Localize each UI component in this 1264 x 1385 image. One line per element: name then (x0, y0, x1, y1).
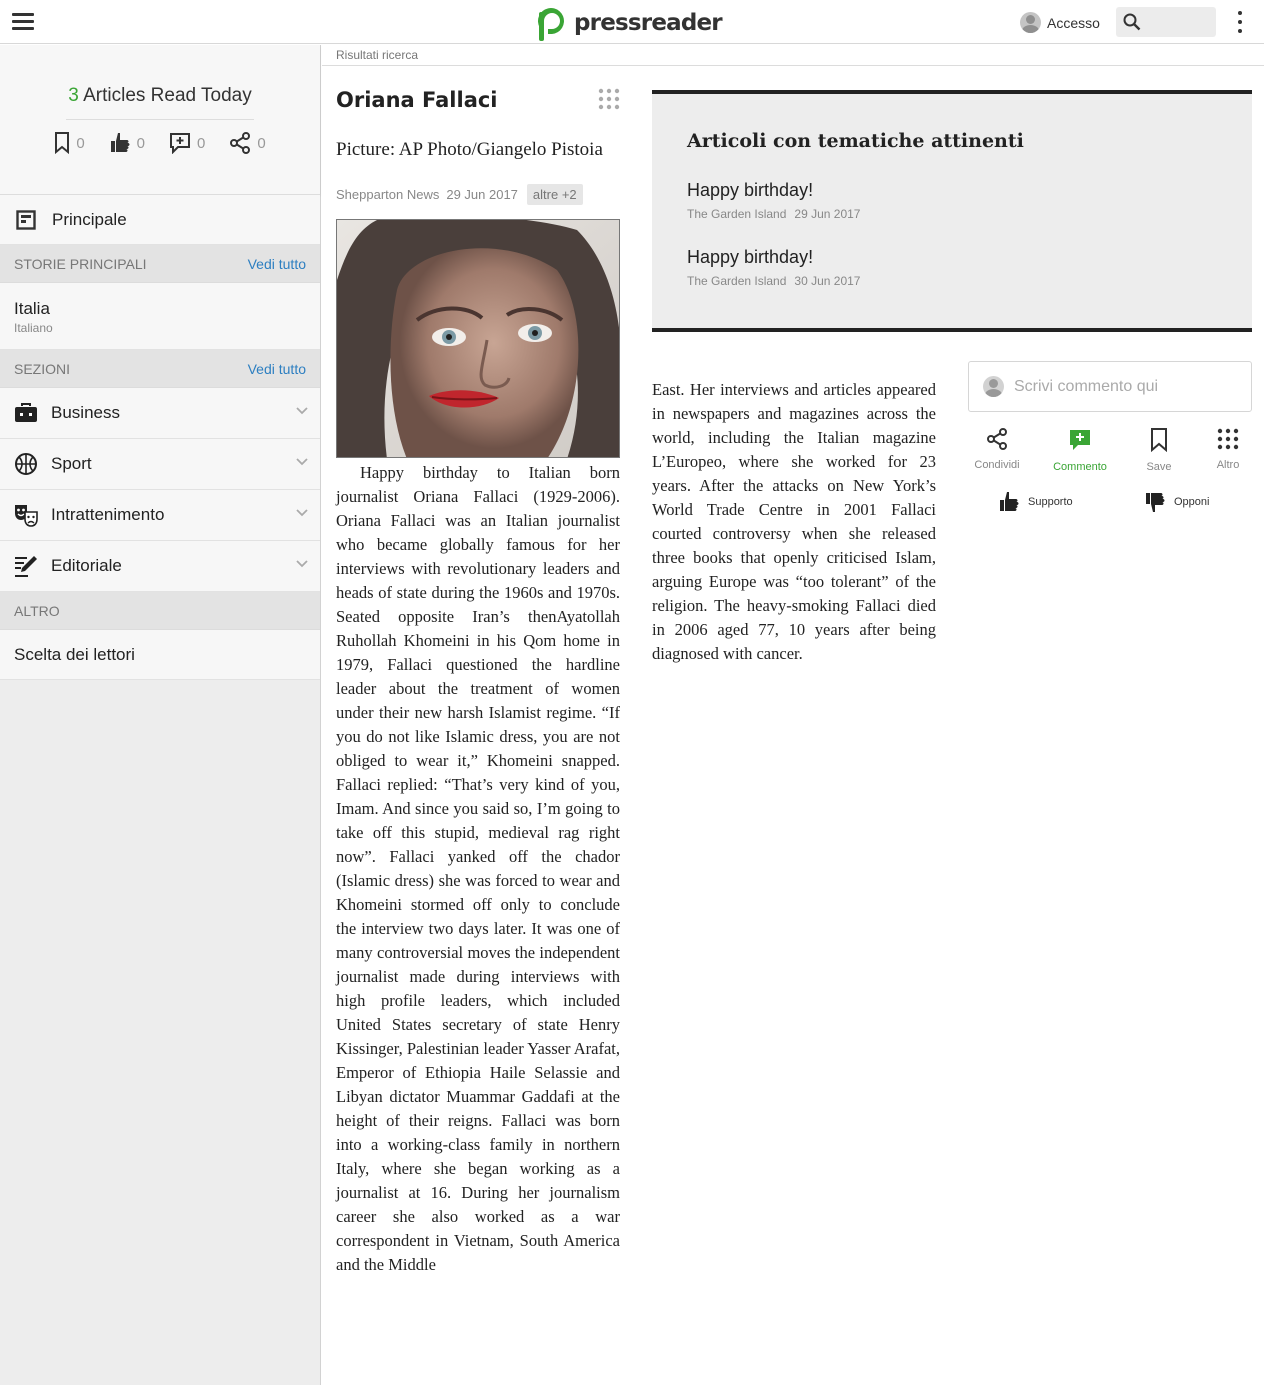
user-avatar-icon (983, 376, 1004, 397)
sidebar-item-label: Sport (51, 454, 92, 473)
chevron-down-icon[interactable] (296, 407, 308, 415)
more-options-icon[interactable] (1234, 11, 1246, 33)
comment-placeholder: Scrivi commento qui (1014, 377, 1159, 395)
comment-add-icon (1068, 428, 1092, 452)
comment-add-icon (169, 132, 191, 154)
sections-see-all-link[interactable]: Vedi tutto (247, 360, 306, 377)
pressreader-logo-icon (536, 4, 568, 42)
signin-label: Accesso (1047, 14, 1100, 31)
related-article-item[interactable] (687, 180, 860, 221)
article-column (336, 88, 620, 1277)
breadcrumb (322, 45, 1264, 66)
articles-read-today (0, 45, 320, 107)
shares-count: 0 (257, 134, 266, 152)
bookmark-icon (54, 132, 70, 154)
save-label: Save (1146, 461, 1172, 473)
shares-stat[interactable] (229, 132, 265, 154)
related-title: Articoli con tematiche attinenti (687, 130, 1024, 152)
more-button[interactable] (1193, 428, 1263, 471)
related-article-date: 29 Jun 2017 (794, 207, 861, 221)
sidebar-item-sport[interactable] (0, 439, 320, 490)
thumbs-up-icon (998, 490, 1020, 514)
signin-button[interactable] (1020, 12, 1100, 33)
search-icon (1123, 13, 1141, 31)
sidebar-item-editoriale[interactable] (0, 541, 320, 592)
section-title: STORIE PRINCIPALI (14, 255, 147, 272)
article-votes (968, 490, 1258, 530)
bookmark-icon (1150, 428, 1168, 452)
theater-masks-icon (14, 503, 38, 527)
comments-stat[interactable] (169, 132, 205, 154)
section-title: SEZIONI (14, 360, 71, 377)
likes-count: 0 (136, 134, 145, 152)
more-label: Altro (1216, 459, 1240, 471)
sidebar-item-intrattenimento[interactable] (0, 490, 320, 541)
article-date: 29 Jun 2017 (446, 187, 518, 202)
grid-menu-icon[interactable] (598, 88, 620, 110)
sidebar-item-label: Editoriale (51, 556, 122, 575)
country-name: Italia (14, 299, 50, 318)
support-button[interactable] (998, 490, 1073, 514)
oppose-label: Opponi (1174, 496, 1210, 508)
country-language: Italiano (14, 321, 53, 335)
thumbs-up-icon (109, 132, 131, 154)
user-avatar-icon (1020, 12, 1041, 33)
related-articles-panel (652, 90, 1252, 332)
likes-stat[interactable] (109, 132, 145, 154)
editorial-pen-icon (14, 554, 38, 578)
share-label: Condividi (974, 459, 1020, 471)
sidebar-item-italia[interactable] (0, 283, 320, 350)
sidebar-item-readers-choice[interactable]: Scelta dei lettori (0, 630, 320, 680)
chevron-down-icon[interactable] (296, 458, 308, 466)
related-article-meta (687, 207, 860, 221)
menu-icon[interactable] (12, 13, 34, 31)
stats-row (0, 132, 320, 154)
top-bar (0, 0, 1264, 44)
divider (66, 119, 254, 120)
read-count: 3 (68, 85, 79, 106)
sidebar (0, 45, 321, 1385)
portrait-photo-image (337, 220, 620, 458)
breadcrumb-search-results[interactable]: Risultati ricerca (336, 48, 419, 62)
comments-count: 0 (197, 134, 206, 152)
comment-button[interactable] (1045, 428, 1115, 473)
share-button[interactable] (962, 428, 1032, 471)
related-article-source: The Garden Island (687, 207, 787, 221)
article-title: Oriana Fallaci (336, 88, 498, 112)
sidebar-item-principale[interactable] (0, 195, 320, 245)
article-source[interactable]: Shepparton News (336, 187, 440, 202)
related-article-date: 30 Jun 2017 (794, 274, 861, 288)
top-stories-see-all-link[interactable]: Vedi tutto (247, 255, 306, 272)
sidebar-item-label: Intrattenimento (51, 505, 165, 524)
share-icon (229, 132, 251, 154)
grid-menu-icon (1217, 428, 1239, 450)
share-icon (986, 428, 1008, 450)
related-article-item[interactable] (687, 247, 860, 288)
comment-label: Commento (1053, 461, 1107, 473)
top-stories-header (0, 245, 320, 283)
other-header (0, 592, 320, 630)
more-editions-badge[interactable]: altre +2 (527, 184, 583, 205)
sidebar-item-label: Business (51, 403, 120, 422)
related-article-title: Happy birthday! (687, 180, 814, 200)
related-article-meta (687, 274, 860, 288)
support-label: Supporto (1028, 496, 1073, 508)
photo-caption: Picture: AP Photo/Giangelo Pistoia (336, 139, 603, 160)
logo-text: pressreader (574, 10, 722, 36)
chevron-down-icon[interactable] (296, 560, 308, 568)
article-meta (336, 184, 620, 205)
bookmarks-stat[interactable] (54, 132, 84, 154)
section-title: ALTRO (14, 602, 60, 619)
search-input[interactable] (1116, 7, 1216, 37)
sidebar-item-business[interactable] (0, 388, 320, 439)
save-button[interactable] (1124, 428, 1194, 473)
reading-stats (0, 45, 320, 195)
article-body-part-1: Happy birthday to Italian born journalist Oriana Fallaci (1929-2006). Oriana Fallaci was an Italian journalist who became globally famous for her interviews with revolutionary leaders and heads of state during the 1960s and 1970s. Seated opposite Iran’s thenAyatollah Ruhollah Khomeini in his Qom home in 1979, Fallaci questioned the hardline leader about the treatment of women under their new harsh Islamist regime. “If you do not like Islamic dress, you are not obliged to wear it,” Khomeini snapped. Fallaci replied: “That’s very kind of you, Imam. And since you said so, I’m going to take off this stupid, medieval rag right now”. Fallaci yanked off the chador (Islamic dress) she was forced to wear and Khomeini stormed off only to conclude the interview two days later. It was one of many controversial moves the independent journalist made during interviews with high profile leaders, which included United States secretary of state Henry Kissinger, Palestinian leader Yasser Arafat, Emperor of Ethiopia Haile Selassie and Libyan dictator Muammar Gaddafi at the height of their reigns. Fallaci was born into a working-class family in northern Italy, where she began working as a journalist at 16. During her journalism career she also worked as a war correspondent in Vietnam, South America and the Middle (336, 463, 620, 1274)
article-body-part-2: East. Her interviews and articles appeared in newspapers and magazines across the world, including the Italian magazine L’Europeo, where she worked for 23 years. After the attacks on New York’s World Trade Centre in 2001 Fallaci courted controversy when she released three books that openly criticised Islam, arguing Europe was “too tolerant” of the religion. The heavy-smoking Fallaci died in 2006 aged 77, 10 years after being diagnosed with cancer. (652, 380, 936, 663)
basketball-icon (14, 452, 38, 476)
sidebar-item-label: Principale (52, 209, 127, 229)
pressreader-logo[interactable] (536, 4, 722, 42)
read-label: Articles Read Today (83, 85, 252, 106)
article-photo[interactable] (336, 219, 620, 458)
home-page-icon (16, 210, 36, 230)
bookmarks-count: 0 (76, 134, 85, 152)
oppose-button[interactable] (1144, 490, 1209, 514)
related-article-source: The Garden Island (687, 274, 787, 288)
sections-header (0, 350, 320, 388)
article-actions (968, 428, 1258, 478)
chevron-down-icon[interactable] (296, 509, 308, 517)
briefcase-icon (14, 403, 38, 423)
thumbs-down-icon (1144, 490, 1166, 514)
related-article-title: Happy birthday! (687, 247, 814, 267)
comment-input[interactable] (968, 361, 1252, 412)
